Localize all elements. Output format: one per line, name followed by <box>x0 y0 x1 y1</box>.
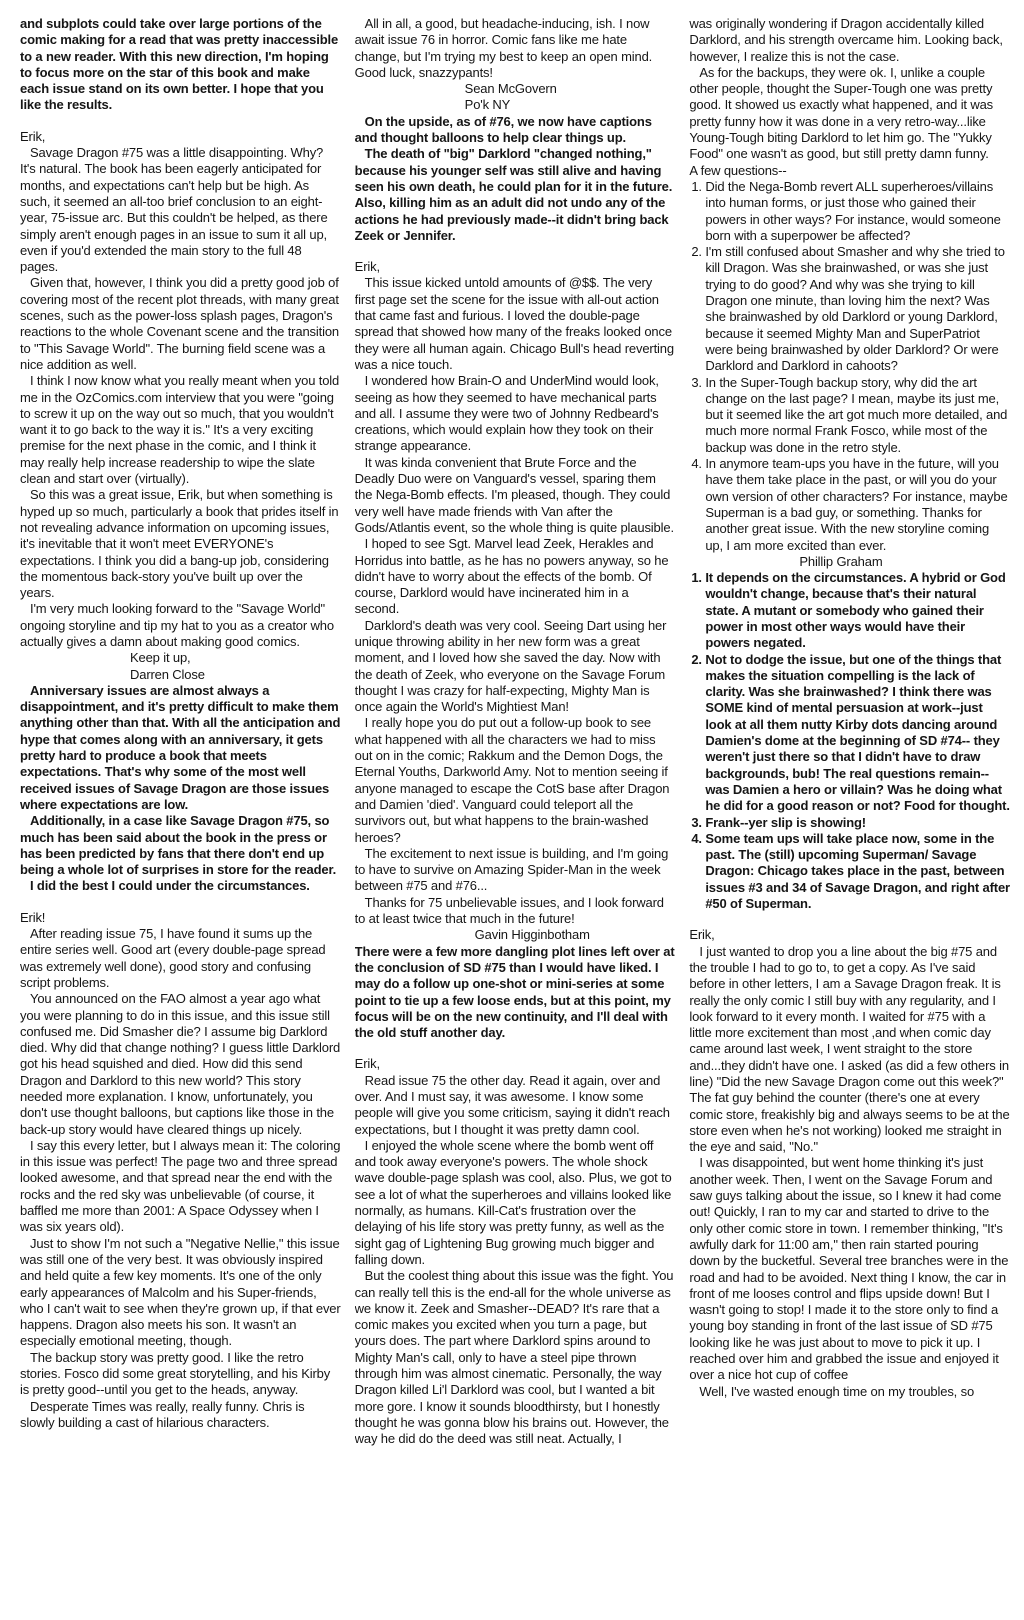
letter-paragraph: All in all, a good, but headache-inducing, ish. I now await issue 76 in horror. Comic fans like me hate change, but I'm trying my best to keep an open mind. Good luck, snazzypants! <box>354 16 653 80</box>
letter-paragraph: It was kinda convenient that Brute Force and the Deadly Duo were on Vanguard's vessel, sparing them the Nega-Bomb effects. I'm pleased, though. They could very well have made friends with Van after the Gods/Atlantis event, so the whole thing is quite plausible. <box>354 454 674 535</box>
letter-paragraph: Darklord's death was very cool. Seeing Dart using her unique throwing ability in her new form was a great moment, and I loved how she saved the day. Now with the death of Zeek, who everyone on the Savage Forum thought I was crazy for half-expecting, Mighty Man is once again the World's Mightiest Man! <box>354 617 667 715</box>
editor-reply: There were a few more dangling plot lines left over at the conclusion of SD #75 than I would have liked. I may do a follow up one-shot or mini-series at some point to tie up a few loose ends, but at this point, my focus will be on the new continuity, and I'll deal with the old stuff another day. <box>354 943 675 1041</box>
letter-paragraph: I think I now know what you really meant when you told me in the OzComics.com interview that you were "going to screw it up on the way out so much, that you wouldn't want it to go back to the way it is." It's a very exciting premise for the next phase in the comic, and I think it may really help increase readership to wipe the slate clean and start over (virtually). <box>20 373 340 487</box>
letter-salutation: Erik, <box>689 927 715 943</box>
editor-reply: I did the best I could under the circumstances. <box>30 878 310 894</box>
letter-signature: Phillip Graham <box>799 553 883 569</box>
questions-intro: A few questions-- <box>689 162 787 178</box>
letter-paragraph: Savage Dragon #75 was a little disappointing. Why? It's natural. The book has been eagerly anticipated for months, and expectations can't help but be high. As such, it seemed an all-too brief conclusion to an eight-year, 75-issue arc. But this couldn't be helped, as there simply aren't enough pages in an issue to sum it all up, even if you'd extended the main story to the full 48 pages. <box>20 145 328 275</box>
letter-paragraph: I just wanted to drop you a line about the big #75 and the trouble I had to go to, to get a copy. As I've said before in other letters, I am a Savage Dragon freak. It is really the only comic I still buy with any regularity, and I look forward to it every month. I waited for #75 with a little more excitement than most ,and when comic day came around last week, I went straight to the store and...they didn't have one. I asked (as did a few others in line) "Did the new Savage Dragon come out this week?" The fat guy behind the counter (there's one at every comic store, freakishly big and always seems to be at the store even when he's not working) looked me straight in the eye and said, "No." <box>689 943 1010 1155</box>
letter-location: Po'k NY <box>464 97 511 113</box>
letter-paragraph: Just to show I'm not such a "Negative Nellie," this issue was still one of the very best. It was obviously inspired and held quite a few key moments. It's one of the only early appearances of Malcolm and his Super-friends, who I can't wait to see when they're grown up, if that ever happens. Dragon also meets his son. It wasn't an especially emotional meeting, though. <box>20 1235 341 1349</box>
column-3 <box>689 16 1010 1610</box>
letter-paragraph: Well, I've wasted enough time on my troubles, so <box>699 1383 975 1399</box>
letter-paragraph: Given that, however, I think you did a pretty good job of covering most of the recent plot threads, with many great scenes, such as the power-loss splash pages, Dragon's reactions to the whole Covenant scene and the transition to "This Savage World". The burning field scene was a nice addition as well. <box>20 275 339 372</box>
editor-answer: 3. Frank--yer slip is showing! <box>705 815 1010 831</box>
editor-answer: 2. Not to dodge the issue, but one of the things that makes the situation compelling is the lack of clarity. Was she brainwashed? I think there was SOME kind of mental persuasion at work--just look at all them nutty Kirby dots dancing around Damien's dome at the beginning of SD #74-- they weren't just there so that I didn't have to draw backgrounds, bub! The real questions remain--was Damien a hero or villain? Was he doing what he did for a good reason or not? Food for thought. <box>705 652 1010 815</box>
letter-salutation: Erik, <box>20 128 46 144</box>
reader-questions-list <box>689 179 1010 554</box>
letter-signature: Sean McGovern <box>464 81 557 97</box>
letter-paragraph: You announced on the FAO almost a year ago what you were planning to do in this issue, and this issue still confused me. Did Smasher die? I assume big Darklord died. Why did that change nothing? I guess little Darklord got his head squished and died. How did this send Dragon and Darklord to this new world? This story needed more explanation. I know, unfortunately, you don't use thought balloons, but captions like those in the back-up story would have cleared things up nicely. <box>20 991 341 1137</box>
letter-signature: Gavin Higginbotham <box>474 927 590 943</box>
letter-paragraph: I enjoyed the whole scene where the bomb went off and took away everyone's powers. The whole shock wave double-page splash was cool, also. Plus, we got to see a lot of what the superheroes and villains looked like normally, as humans. Kill-Cat's frustration over the delaying of his life story was pretty funny, as well as the sight gag of Lightening Bug growing much bigger and falling down. <box>354 1137 672 1267</box>
editor-reply: On the upside, as of #76, we now have captions and thought balloons to help clear things up. <box>354 113 652 146</box>
letter-paragraph: The excitement to next issue is building, and I'm going to have to survive on Amazing Spider-Man in the week between #75 and #76... <box>354 845 669 894</box>
letter-salutation: Erik! <box>20 909 46 925</box>
reader-question: 4. In anymore team-ups you have in the future, will you have them take place in the past, or will you do your own version of other characters? For instance, maybe Superman is a bad guy, or something. Thanks for another great issue. With the new storyline coming up, I am more excited than ever. <box>705 456 1010 554</box>
reader-question: 1. Did the Nega-Bomb revert ALL superheroes/villains into human forms, or just those who gained their powers in other ways? For instance, would someone born with a superpower be affected? <box>705 179 1010 244</box>
letter-signature: Darren Close <box>130 666 205 682</box>
editor-reply: The death of "big" Darklord "changed nothing," because his younger self was still alive and having seen his own death, he could plan for it in the future. Also, killing him as an adult did not undo any of the actions he had previously made--it didn't bring back Zeek or Jennifer. <box>354 146 673 243</box>
column-1 <box>20 16 341 1610</box>
reader-question: 2. I'm still confused about Smasher and why she tried to kill Dragon. Was she brainwashed, or was she just trying to do good? And why was she trying to kill Dragon one minute, than loving him the next? Was she brainwashed by old Darklord or young Darklord, because it seemed Mighty Man and SuperPatriot were being brainwashed by older Darklord? Or were Darklord and Darklord in cahoots? <box>705 244 1010 374</box>
letter-paragraph: was originally wondering if Dragon accidentally killed Darklord, and his strength overcame him. Looking back, however, I realize this is not the case. <box>689 16 1003 64</box>
letter-paragraph: As for the backups, they were ok. I, unlike a couple other people, thought the Super-Tough one was pretty good. It showed us exactly what happened, and it was pretty funny how it was done in a very retro-way...like Young-Tough biting Darklord to let him go. The "Yukky Food" one wasn't as good, but still pretty damn funny. <box>689 64 994 162</box>
letter-paragraph: After reading issue 75, I have found it sums up the entire series well. Good art (every double-page spread was extremely well done), good story and confusing script problems. <box>20 926 326 990</box>
reader-question: 3. In the Super-Tough backup story, why did the art change on the last page? I mean, maybe its just me, but it seemed like the art got much more detailed, and much more normal Frank Fosco, while most of the backup was done in the retro style. <box>705 375 1010 456</box>
letter-paragraph: I hoped to see Sgt. Marvel lead Zeek, Herakles and Horridus into battle, as he has no powers anyway, so he didn't have to worry about the effects of the bomb. Of course, Darklord would have incinerated him in a second. <box>354 536 669 617</box>
letter-paragraph: Thanks for 75 unbelievable issues, and I look forward to at least twice that much in the future! <box>354 894 664 927</box>
letter-closing: Keep it up, <box>130 650 191 666</box>
letter-paragraph: The backup story was pretty good. I like the retro stories. Fosco did some great storytelling, and his Kirby is pretty good--until you get to the heads, anyway. <box>20 1349 331 1398</box>
column-2 <box>355 16 676 1610</box>
letter-paragraph: This issue kicked untold amounts of @$$. The very first page set the scene for the issue with all-out action that came fast and furious. I loved the double-page spread that showed how many of the freaks looked once they were all human again. Chicago Bull's head reverting was a nice touch. <box>354 275 674 372</box>
editor-answers-list <box>689 570 1010 912</box>
letter-salutation: Erik, <box>354 259 380 275</box>
letter-paragraph: I say this every letter, but I always mean it: The coloring in this issue was perfect! The page two and three spread looked awesome, and that spread near the end with the rocks and the red sky was unbelievable (of course, it baffled me more than 2001: A Space Odyssey when I was six years old). <box>20 1137 341 1235</box>
editor-reply: Additionally, in a case like Savage Dragon #75, so much has been said about the book in the press or has been predicted by fans that there don't end up being a whole lot of surprises in store for the reader. <box>20 813 337 878</box>
letter-paragraph: I'm very much looking forward to the "Savage World" ongoing storyline and tip my hat to you as a creator who actually gives a damn about making good comics. <box>20 601 334 649</box>
letter-paragraph: Desperate Times was really, really funny. Chris is slowly building a cast of hilarious characters. <box>20 1398 305 1430</box>
letter-paragraph: So this was a great issue, Erik, but when something is hyped up so much, particularly a book that prides itself in not revealing advance information on upcoming issues, it's inevitable that it won't meet EVERYONE's expectations. I think you did a bang-up job, considering the momentous back-story you've built up over the years. <box>20 487 339 601</box>
editor-intro: and subplots could take over large portions of the comic making for a read that was pretty inaccessible to a new reader. With this new direction, I'm hoping to focus more on the star of this book and make each issue stand on its own better. I hope that you like the results. <box>20 16 339 113</box>
letter-paragraph: I really hope you do put out a follow-up book to see what happened with all the characters we had to miss out on in the comic; Rakkum and the Demon Dogs, the Eternal Youths, Darkworld Amy. Not to mention seeing if anyone managed to escape the CotS base after Dragon and Damien 'died'. Vanguard could teleport all the survivors out, but what happens to the brain-washed heroes? <box>354 715 670 845</box>
editor-reply: Anniversary issues are almost always a disappointment, and it's pretty difficult to make them anything other than that. With all the anticipation and hype that comes along with an anniversary, it gets pretty hard to produce a book that meets expectations. That's why some of the most well received issues of Savage Dragon are those issues where expectations are low. <box>20 682 341 812</box>
letter-paragraph: But the coolest thing about this issue was the fight. You can really tell this is the end-all for the whole universe as we know it. Zeek and Smasher--DEAD? It's rare that a comic makes you excited when you turn a page, but yours does. The part where Darklord spins around to Mighty Man's call, only to have a steel pipe thrown through him was almost cinematic. Personally, the way Dragon killed Li'l Darklord was cool, but I wanted a bit more gore. I know it sounds bloodthirsty, but I honestly thought he was gonna blow his brains out. However, the way he did do the deed was still neat. Actually, I <box>354 1268 674 1447</box>
letter-paragraph: I was disappointed, but went home thinking it's just another week. Then, I went on the Savage Forum and saw guys talking about the issue, so I knew it had come out! Quickly, I ran to my car and started to drive to the only other comic store in town. I remember thinking, "It's awfully dark for 11:00 am," then rain started pouring down by the bucketful. Several tree branches were in the road and had to be avoided. Next thing I know, the car in front of me looses control and flips upside down! But I wasn't going to stop! I made it to the store only to find a young boy standing in front of the last issue of SD #75 looking like he was just about to move to pick it up. I reached over him and grabbed the issue and enjoyed it over a nice hot cup of coffee <box>689 1155 1009 1383</box>
letter-salutation: Erik, <box>354 1056 380 1072</box>
letter-paragraph: Read issue 75 the other day. Read it again, over and over. And I must say, it was awesome. I know some people will give you some criticism, saying it didn't reach expectations, but I thought it was pretty damn cool. <box>354 1072 670 1137</box>
editor-answer: 4. Some team ups will take place now, some in the past. The (still) upcoming Superman/ Savage Dragon: Chicago takes place in the past, between issues #3 and 34 of Savage Dragon, and right after #50 of Superman. <box>705 831 1010 912</box>
editor-answer: 1. It depends on the circumstances. A hybrid or God wouldn't change, because that's their natural state. A mutant or somebody who gained their power in most other ways would have their powers negated. <box>705 570 1010 651</box>
letter-paragraph: I wondered how Brain-O and UnderMind would look, seeing as how they seemed to have mechanical parts and all. I assume they were two of Johnny Redbeard's creations, which would explain how they took on their strange appearance. <box>354 373 659 454</box>
